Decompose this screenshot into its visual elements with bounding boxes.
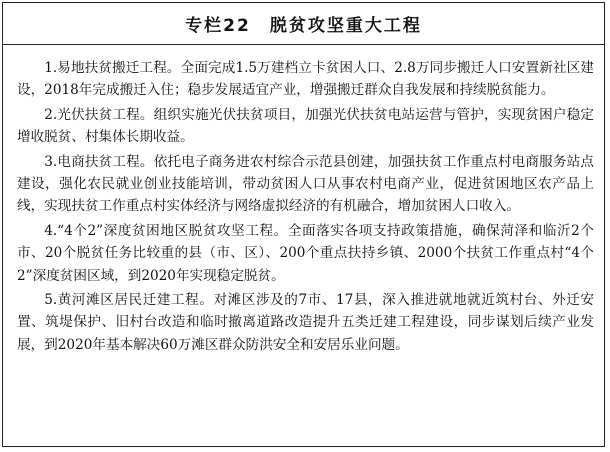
project-item-5 <box>17 289 594 356</box>
project-item-4 <box>17 220 594 287</box>
project-item-2 <box>17 104 594 149</box>
box-title: 专栏22 脱贫攻坚重大工程 <box>185 16 422 36</box>
content-body <box>3 45 604 356</box>
item-number: 2. <box>44 106 58 123</box>
title-bar <box>3 3 604 45</box>
item-text: 光伏扶贫工程。组织实施光伏扶贫项目，加强光伏扶贫电站运营与管护，实现贫困户稳定增收脱贫、村集体长期收益。 <box>17 106 594 146</box>
item-number: 4. <box>44 222 58 239</box>
feature-box <box>2 2 605 447</box>
item-number: 3. <box>44 153 58 170</box>
item-text: 易地扶贫搬迁工程。全面完成1.5万建档立卡贫困人口、2.8万同步搬迁人口安置新社区建设，2018年完成搬迁入住；稳步发展适宜产业，增强搬迁群众自我发展和持续脱贫能力。 <box>17 60 594 99</box>
item-text: 黄河滩区居民迁建工程。对滩区涉及的7市、17县，深入推进就地就近筑村台、外迁安置、筑堤保护、旧村台改造和临时撤离道路改造提升五类迁建工程建设，同步谋划后续产业发展，到2020年基本解决60万滩区群众防洪安全和安居乐业问题。 <box>17 292 594 353</box>
item-number: 1. <box>44 60 58 76</box>
item-number: 5. <box>44 292 58 309</box>
item-text: “4个2”深度贫困地区脱贫攻坚工程。全面落实各项支持政策措施，确保菏泽和临沂2个市、20个脱贫任务比较重的县（市、区）、200个重点扶持乡镇、2000个扶贫工作重点村“4个2”深度贫困区域，到2020年实现稳定脱贫。 <box>17 222 594 284</box>
item-text: 电商扶贫工程。依托电子商务进农村综合示范县创建，加强扶贫工作重点村电商服务站点建设，强化农民就业创业技能培训，带动贫困人口从事农村电商产业，促进贫困地区农产品上线，实现扶贫工作重点村实体经济与网络虚拟经济的有机融合，增加贫困人口收入。 <box>17 153 594 215</box>
project-item-3 <box>17 151 594 218</box>
project-item-1 <box>17 57 594 102</box>
